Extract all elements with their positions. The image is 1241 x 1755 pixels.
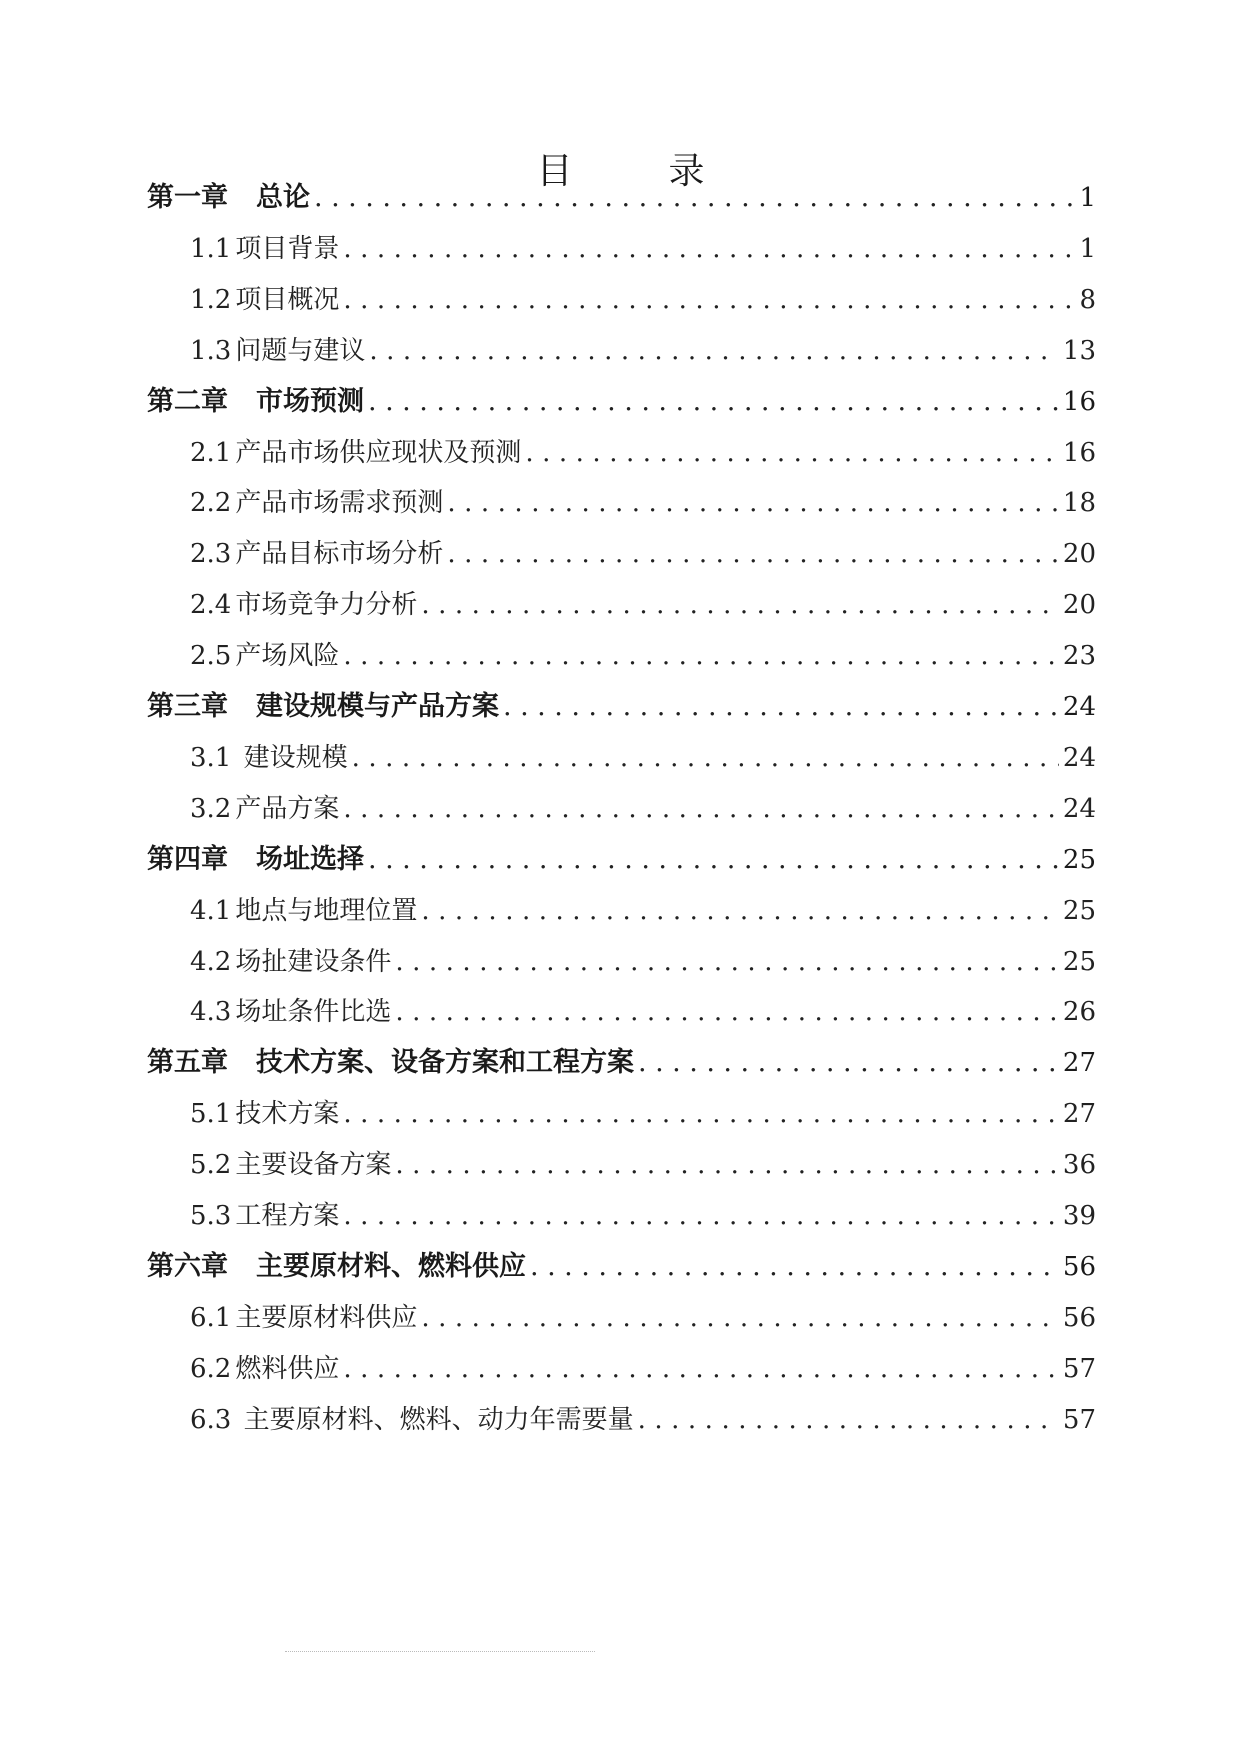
toc-entry-number: 第六章 <box>147 1251 228 1282</box>
toc-entry-label <box>190 1298 417 1338</box>
toc-entry-label <box>147 1043 634 1083</box>
toc-entry-title: 燃料供应 <box>235 1354 340 1384</box>
toc-chapter-entry[interactable] <box>147 840 1096 880</box>
toc-entry-label <box>190 1400 634 1440</box>
toc-entry-title: 建设规模与产品方案 <box>256 691 499 722</box>
toc-entry-label <box>147 840 364 880</box>
toc-entry-label <box>190 1349 339 1389</box>
toc-section-entry[interactable] <box>190 534 1096 574</box>
toc-entry-title: 主要原材料供应 <box>235 1303 418 1333</box>
toc-entry-number: 第一章 <box>147 182 228 213</box>
toc-page-number: 18 <box>1062 488 1096 518</box>
toc-entry-number: 1.2 <box>190 285 232 315</box>
toc-entry-label <box>190 280 339 320</box>
toc-entry-label <box>190 229 339 269</box>
dot-leader <box>447 534 1059 574</box>
toc-chapter-entry[interactable] <box>147 687 1096 727</box>
toc-entry-label <box>190 738 348 778</box>
dot-leader <box>395 942 1059 982</box>
toc-entry-label <box>147 1247 526 1287</box>
toc-entry-number: 3.2 <box>190 794 232 824</box>
toc-page-number: 36 <box>1062 1150 1096 1180</box>
dot-leader <box>369 331 1059 371</box>
toc-page-number: 27 <box>1062 1099 1096 1129</box>
toc-section-entry[interactable] <box>190 331 1096 371</box>
toc-entry-title: 技术方案 <box>235 1099 340 1129</box>
toc-entry-number: 第二章 <box>147 386 228 417</box>
toc-entry-title: 场扯建设条件 <box>235 947 392 977</box>
toc-entry-label <box>190 789 339 829</box>
toc-page-number: 57 <box>1062 1354 1096 1384</box>
page-title: 目 录 <box>536 151 735 192</box>
toc-entry-title: 市场预测 <box>256 386 364 417</box>
toc-entry-title: 工程方案 <box>235 1201 340 1231</box>
toc-section-entry[interactable] <box>190 1094 1096 1134</box>
toc-entry-title: 主要原材料、燃料供应 <box>256 1251 526 1282</box>
toc-section-entry[interactable] <box>190 1298 1096 1338</box>
toc-chapter-entry[interactable] <box>147 1247 1096 1287</box>
toc-entry-number: 2.5 <box>190 641 232 671</box>
toc-entry-title: 总论 <box>256 182 310 213</box>
toc-page-number: 16 <box>1062 387 1096 417</box>
toc-page-number: 26 <box>1062 997 1096 1027</box>
dot-leader <box>343 280 1075 320</box>
dot-leader <box>447 483 1059 523</box>
toc-entry-number: 第五章 <box>147 1047 228 1078</box>
dot-leader <box>530 1247 1059 1287</box>
toc-entry-label <box>190 891 417 931</box>
toc-page-number: 13 <box>1062 336 1096 366</box>
toc-section-entry[interactable] <box>190 891 1096 931</box>
dot-leader <box>368 840 1059 880</box>
toc-section-entry[interactable] <box>190 942 1096 982</box>
toc-entry-number: 2.2 <box>190 488 232 518</box>
toc-page-number: 20 <box>1062 590 1096 620</box>
toc-section-entry[interactable] <box>190 789 1096 829</box>
dot-leader <box>343 229 1075 269</box>
toc-page-number: 1 <box>1079 183 1096 213</box>
toc-entry-number: 第三章 <box>147 691 228 722</box>
toc-entry-number: 5.1 <box>190 1099 232 1129</box>
toc-entry-title: 产品市场供应现状及预测 <box>235 438 522 468</box>
toc-page-number: 1 <box>1079 234 1096 264</box>
toc-entry-label <box>190 483 443 523</box>
toc-page-number: 24 <box>1062 743 1096 773</box>
toc-entry-label <box>190 534 443 574</box>
toc-page-number: 56 <box>1062 1252 1096 1282</box>
toc-entry-label <box>147 178 310 218</box>
toc-section-entry[interactable] <box>190 1349 1096 1389</box>
dot-leader <box>421 1298 1059 1338</box>
toc-entry-title: 场址条件比选 <box>235 997 392 1027</box>
toc-entry-title: 产品方案 <box>235 794 340 824</box>
toc-entry-number: 6.3 <box>190 1405 232 1435</box>
dot-leader <box>638 1400 1059 1440</box>
toc-chapter-entry[interactable] <box>147 1043 1096 1083</box>
dot-leader <box>421 891 1059 931</box>
toc-section-entry[interactable] <box>190 992 1096 1032</box>
toc-section-entry[interactable] <box>190 585 1096 625</box>
toc-entry-number: 5.3 <box>190 1201 232 1231</box>
toc-section-entry[interactable] <box>190 1145 1096 1185</box>
toc-entry-label <box>190 1094 339 1134</box>
toc-section-entry[interactable] <box>190 1400 1096 1440</box>
toc-chapter-entry[interactable] <box>147 382 1096 422</box>
toc-entry-number: 1.3 <box>190 336 232 366</box>
dot-leader <box>395 992 1059 1032</box>
toc-section-entry[interactable] <box>190 1196 1096 1236</box>
toc-entry-title: 市场竞争力分析 <box>235 590 418 620</box>
toc-page-number: 20 <box>1062 539 1096 569</box>
dot-leader <box>421 585 1059 625</box>
toc-page-number: 39 <box>1062 1201 1096 1231</box>
toc-entry-number: 6.1 <box>190 1303 232 1333</box>
toc-entry-number: 3.1 <box>190 743 232 773</box>
dot-leader <box>343 1094 1059 1134</box>
toc-entry-title: 场址选择 <box>256 844 364 875</box>
toc-entry-title: 主要原材料、燃料、动力年需要量 <box>235 1405 634 1435</box>
toc-page-number: 23 <box>1062 641 1096 671</box>
toc-page-number: 24 <box>1062 692 1096 722</box>
dot-leader <box>352 738 1059 778</box>
toc-entry-title: 建设规模 <box>235 743 348 773</box>
toc-entry-title: 产品目标市场分析 <box>235 539 444 569</box>
toc-entry-number: 5.2 <box>190 1150 232 1180</box>
toc-entry-label <box>147 382 364 422</box>
toc-section-entry[interactable] <box>190 636 1096 676</box>
toc-page-number: 8 <box>1079 285 1096 315</box>
toc-entry-label <box>147 687 499 727</box>
toc-entry-title: 产品市场需求预测 <box>235 488 444 518</box>
footer-divider <box>285 1651 595 1652</box>
toc-entry-label <box>190 1196 339 1236</box>
toc-entry-title: 问题与建议 <box>235 336 366 366</box>
toc-entry-number: 2.1 <box>190 438 232 468</box>
toc-entry-number: 4.3 <box>190 997 232 1027</box>
toc-entry-number: 第四章 <box>147 844 228 875</box>
toc-entry-title: 项目概况 <box>235 285 340 315</box>
toc-page-number: 25 <box>1062 947 1096 977</box>
toc-section-entry[interactable] <box>190 229 1096 269</box>
dot-leader <box>368 382 1059 422</box>
toc-page-number: 25 <box>1062 896 1096 926</box>
toc-entry-label <box>190 636 339 676</box>
toc-entry-number: 1.1 <box>190 234 232 264</box>
toc-page-number: 27 <box>1062 1048 1096 1078</box>
dot-leader <box>395 1145 1059 1185</box>
dot-leader <box>343 1349 1059 1389</box>
toc-page-number: 57 <box>1062 1405 1096 1435</box>
toc-section-entry[interactable] <box>190 738 1096 778</box>
toc-entry-number: 6.2 <box>190 1354 232 1384</box>
toc-section-entry[interactable] <box>190 433 1096 473</box>
toc-entry-title: 技术方案、设备方案和工程方案 <box>256 1047 634 1078</box>
dot-leader <box>638 1043 1059 1083</box>
dot-leader <box>314 178 1075 218</box>
toc-entry-label <box>190 433 521 473</box>
toc-entry-label <box>190 585 417 625</box>
dot-leader <box>343 636 1059 676</box>
toc-entry-title: 产场风险 <box>235 641 340 671</box>
dot-leader <box>525 433 1059 473</box>
toc-entry-label <box>190 942 391 982</box>
toc-entry-label <box>190 992 391 1032</box>
toc-page-number: 24 <box>1062 794 1096 824</box>
toc-entry-number: 4.1 <box>190 896 232 926</box>
toc-entry-title: 主要设备方案 <box>235 1150 392 1180</box>
toc-entry-label <box>190 1145 391 1185</box>
toc-section-entry[interactable] <box>190 483 1096 523</box>
toc-entry-title: 项目背景 <box>235 234 340 264</box>
toc-page-number: 25 <box>1062 845 1096 875</box>
toc-entry-title: 地点与地理位置 <box>235 896 418 926</box>
dot-leader <box>343 1196 1059 1236</box>
toc-entry-label <box>190 331 365 371</box>
toc-entry-number: 4.2 <box>190 947 232 977</box>
toc-section-entry[interactable] <box>190 280 1096 320</box>
toc-page-number: 56 <box>1062 1303 1096 1333</box>
dot-leader <box>343 789 1059 829</box>
toc-chapter-entry[interactable] <box>147 178 1096 218</box>
toc-entry-number: 2.3 <box>190 539 232 569</box>
toc-entry-number: 2.4 <box>190 590 232 620</box>
toc-page-number: 16 <box>1062 438 1096 468</box>
dot-leader <box>503 687 1059 727</box>
